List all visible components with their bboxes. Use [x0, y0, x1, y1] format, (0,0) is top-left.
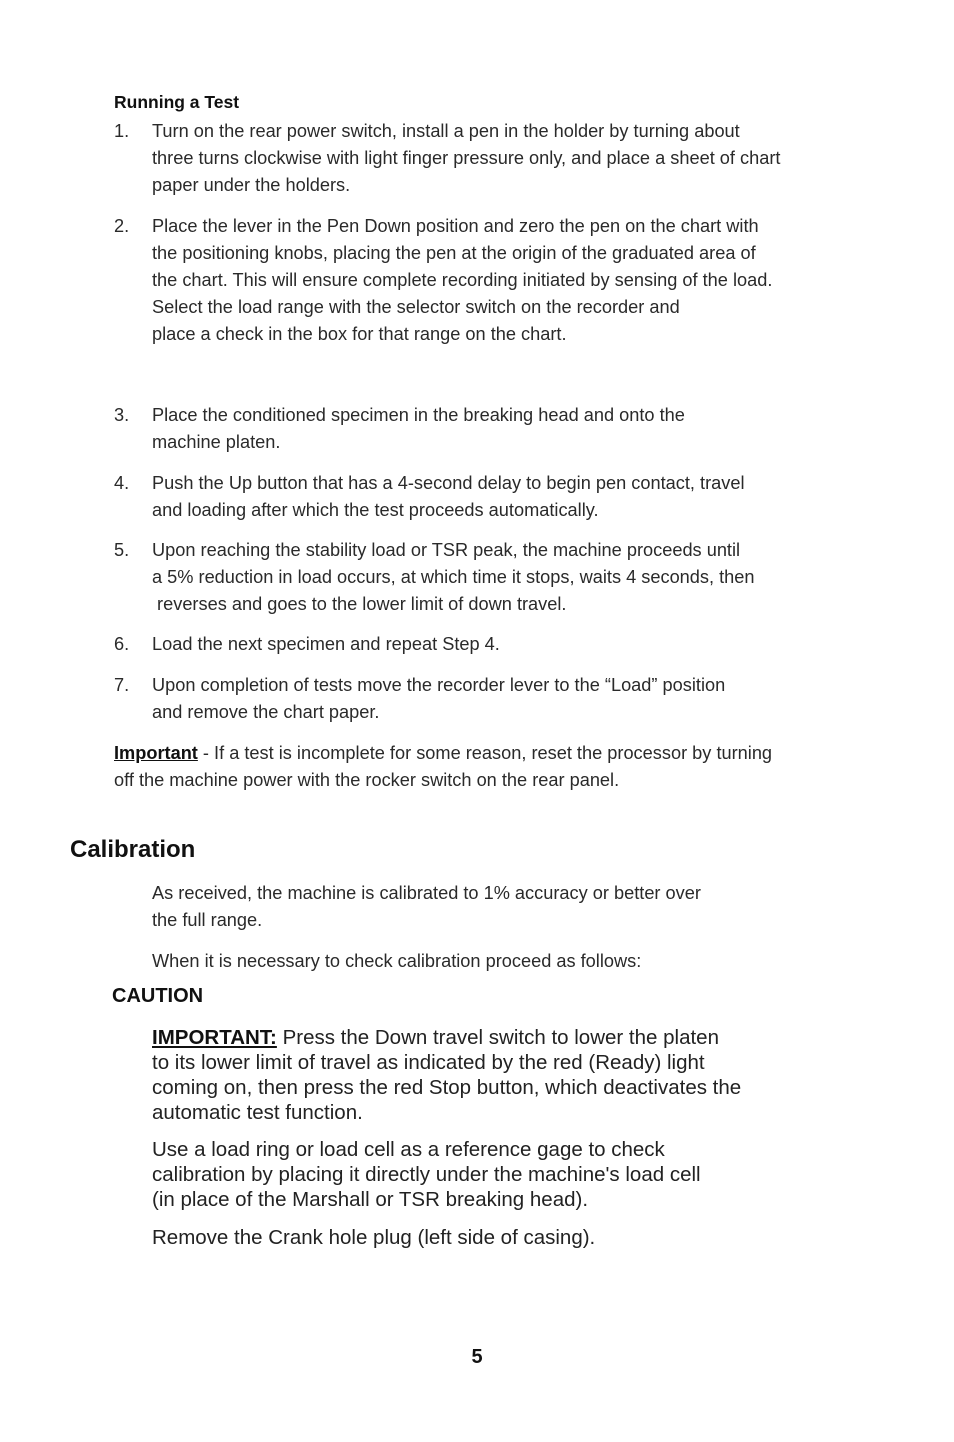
step-text: Upon completion of tests move the recorder lever to the “Load” position and remove the chart paper.	[152, 675, 726, 722]
step-text: Upon reaching the stability load or TSR peak, the machine proceeds until a 5% reduction in load occurs, at which time it stops, waits 4 seconds, then reverses and goes to the lower limit of down travel.	[152, 540, 755, 614]
step-number: 5.	[114, 540, 130, 560]
list-item	[114, 402, 874, 456]
step-text: Push the Up button that has a 4-second delay to begin pen contact, travel and loading after which the test proceeds automatically.	[152, 473, 745, 520]
test-steps-list	[114, 118, 874, 726]
step-number: 7.	[114, 675, 130, 695]
step-number: 3.	[114, 405, 130, 425]
caution-heading: CAUTION	[112, 985, 204, 1007]
step-text: Place the lever in the Pen Down position and zero the pen on the chart with the positioning knobs, placing the pen at the origin of the graduated area of the chart. This will ensure complete recording initiated by sensing of the load. Select the load range with the selector switch on the recorder and place a check in the box for that range on the chart.	[152, 216, 773, 344]
load-ring-paragraph: Use a load ring or load cell as a reference gage to check calibration by placing it directly under the machine's load cell (in place of the Marshall or TSR breaking head).	[152, 1138, 701, 1211]
important-text: - If a test is incomplete for some reason, reset the processor by turning	[197, 743, 773, 763]
page-number: 5	[471, 1346, 483, 1368]
step-text: Turn on the rear power switch, install a pen in the holder by turning about three turns clockwise with light finger pressure only, and place a sheet of chart paper under the holders.	[152, 121, 781, 195]
calibration-procedure-intro: When it is necessary to check calibration proceed as follows:	[152, 951, 642, 971]
running-test-heading: Running a Test	[114, 92, 240, 112]
crank-paragraph: Remove the Crank hole plug (left side of casing).	[152, 1226, 596, 1249]
step-number: 4.	[114, 473, 130, 493]
important-text-cont: off the machine power with the rocker switch on the rear panel.	[114, 770, 620, 790]
list-item	[114, 470, 874, 524]
step-number: 6.	[114, 634, 130, 654]
step-number: 1.	[114, 121, 130, 141]
step-text: Load the next specimen and repeat Step 4.	[152, 634, 500, 654]
important-label: IMPORTANT:	[152, 1026, 277, 1049]
step-number: 2.	[114, 216, 130, 236]
calibration-intro: As received, the machine is calibrated to 1% accuracy or better over the full range.	[152, 883, 701, 930]
list-item	[114, 631, 874, 658]
calibration-important-paragraph: IMPORTANT: Press the Down travel switch to lower the platen to its lower limit of travel as indicated by the red (Ready) light coming on, then press the red Stop button, which deactivates the automatic test function.	[152, 1026, 742, 1124]
important-label: Important	[114, 743, 198, 763]
calibration-heading: Calibration	[70, 836, 196, 863]
list-item	[114, 537, 874, 618]
list-item	[114, 213, 874, 348]
list-item	[114, 672, 874, 726]
important-note	[114, 740, 874, 794]
step-text: Place the conditioned specimen in the breaking head and onto the machine platen.	[152, 405, 685, 452]
list-item	[114, 118, 874, 199]
